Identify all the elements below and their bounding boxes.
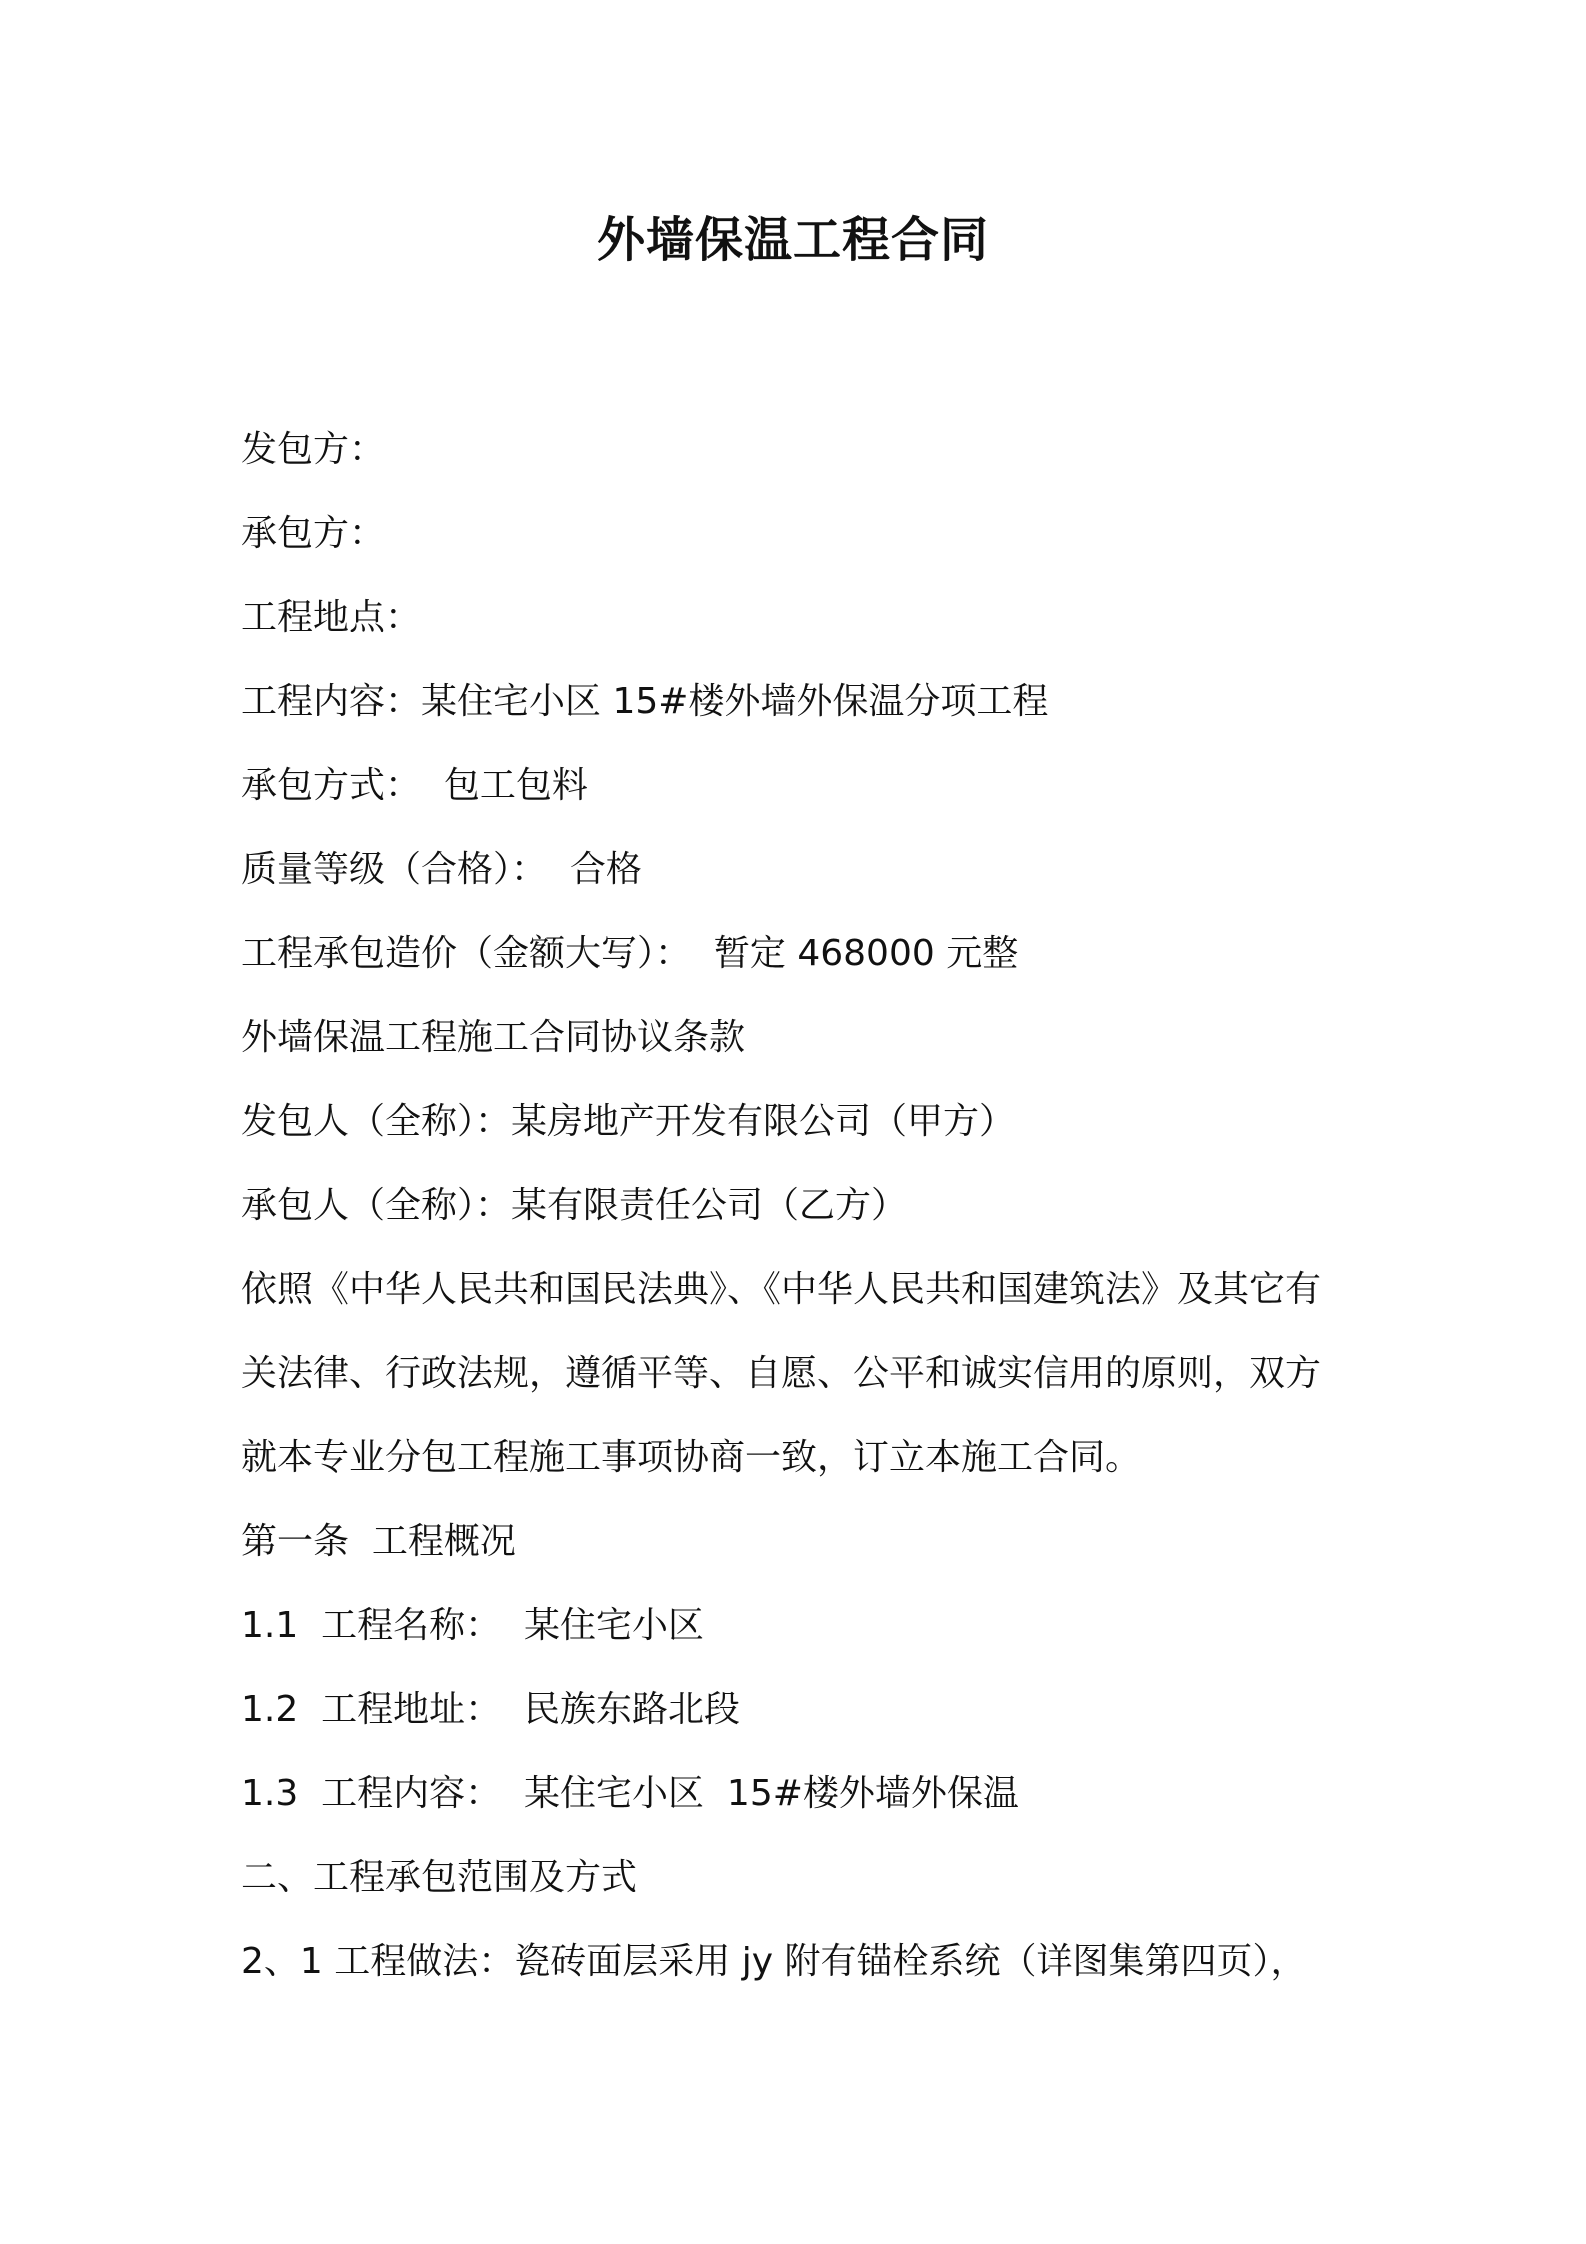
- article-one-heading: 第一条 工程概况: [241, 1521, 516, 1562]
- project-detail-line: 1.3 工程内容： 某住宅小区 15#楼外墙外保温: [241, 1773, 1019, 1814]
- project-location-line: 工程地点：: [241, 597, 422, 638]
- legal-basis-line-1: 依照《中华人民共和国民法典》、《中华人民共和国建筑法》及其它有: [241, 1269, 1322, 1310]
- construction-method-line: 2、1 工程做法：瓷砖面层采用 jy 附有锚栓系统（详图集第四页），: [241, 1941, 1307, 1982]
- project-name-line: 1.1 工程名称： 某住宅小区: [241, 1605, 705, 1646]
- document-title: 外墙保温工程合同: [596, 212, 989, 268]
- legal-basis-line-3: 就本专业分包工程施工事项协商一致，订立本施工合同。: [241, 1437, 1142, 1478]
- employer-line: 发包人（全称）：某房地产开发有限公司（甲方）: [241, 1101, 1016, 1142]
- contractor-line: 承包人（全称）：某有限责任公司（乙方）: [241, 1185, 908, 1226]
- project-address-line: 1.2 工程地址： 民族东路北段: [241, 1689, 741, 1730]
- legal-basis-line-2: 关法律、行政法规，遵循平等、自愿、公平和诚实信用的原则，双方: [241, 1353, 1322, 1394]
- contract-body: [241, 408, 1381, 2004]
- quality-grade-line: 质量等级（合格）： 合格: [241, 849, 642, 890]
- contract-price-line: 工程承包造价（金额大写）： 暂定 468000 元整: [241, 933, 1019, 974]
- party-a-line: 发包方：: [241, 429, 386, 470]
- project-content-line: 工程内容：某住宅小区 15#楼外墙外保温分项工程: [241, 681, 1049, 722]
- article-two-heading: 二、工程承包范围及方式: [241, 1857, 638, 1898]
- party-b-line: 承包方：: [241, 513, 386, 554]
- contract-method-line: 承包方式： 包工包料: [241, 765, 588, 806]
- agreement-heading-line: 外墙保温工程施工合同协议条款: [241, 1017, 746, 1058]
